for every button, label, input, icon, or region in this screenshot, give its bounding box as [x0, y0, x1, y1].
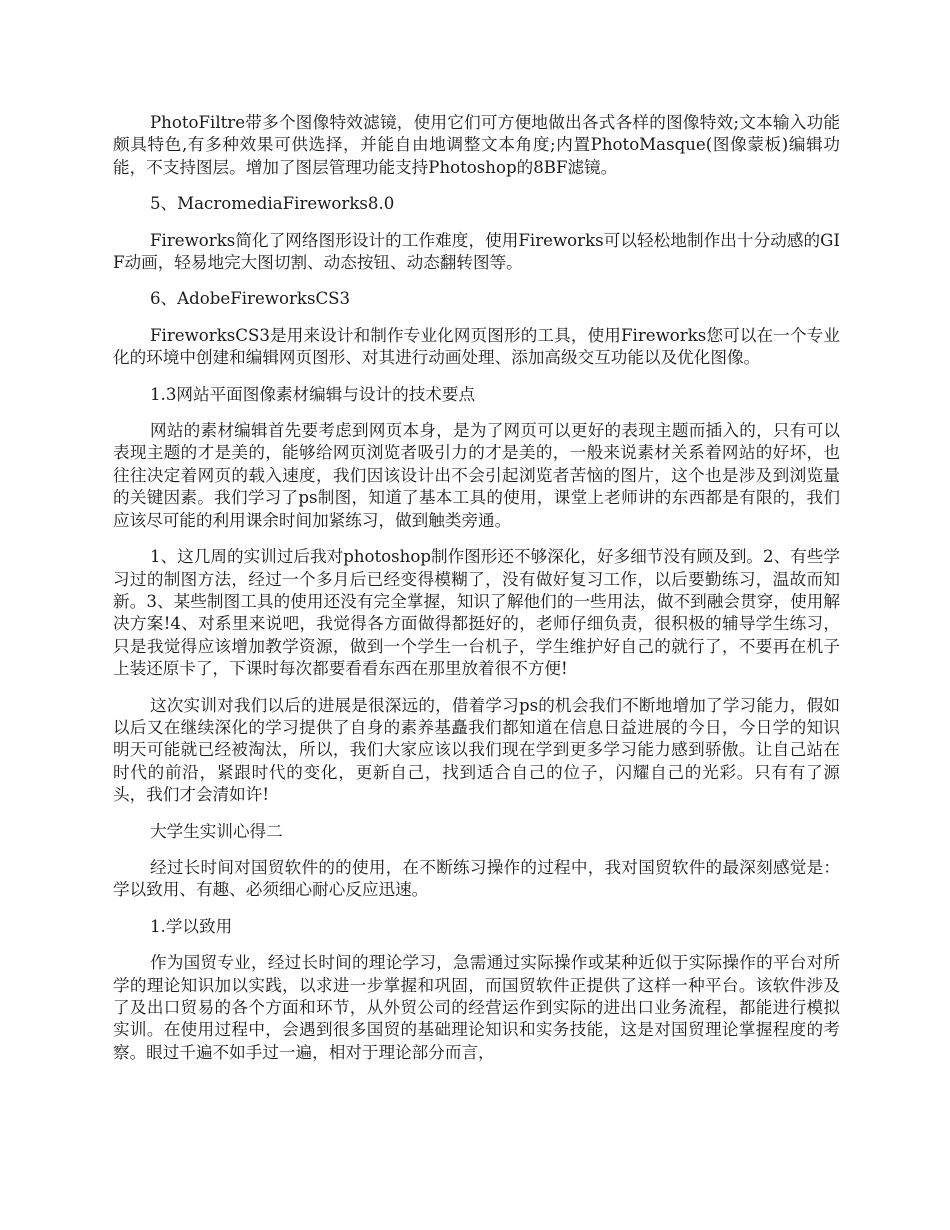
paragraph-fireworks: Fireworks简化了网络图形设计的工作难度，使用Fireworks可以轻松地制作出十分动感的GIF动画，轻易地完大图切割、动态按钮、动态翻转图等。 — [113, 230, 840, 273]
heading-macromedia-fireworks: 5、MacromediaFireworks8.0 — [150, 194, 395, 214]
paragraph-photofiltre: PhotoFiltre带多个图像特效滤镜，使用它们可方便地做出各式各样的图像特效;文本输入功能颇具特色,有多种效果可供选择，并能自由地调整文本角度;内置PhotoMasque(图像蒙板)编辑功能，不支持图层。增加了图层管理功能支持Photoshop的8BF滤镜。 — [113, 113, 840, 177]
paragraph-fireworks-cs3: FireworksCS3是用来设计和制作专业化网页图形的工具，使用Fireworks您可以在一个专业化的环境中创建和编辑网页图形、对其进行动画处理、添加高级交互功能以及优化图像。 — [113, 325, 840, 368]
paragraph-material-editing: 网站的素材编辑首先要考虑到网页本身，是为了网页可以更好的表现主题而插入的，只有可以表现主题的才是美的，能够给网页浏览者吸引力的才是美的，一般来说素材关系着网站的好坏，也往往决定着网页的载入速度，我们因该设计出不会引起浏览者苦恼的图片，这个也是涉及到浏览量的关键因素。我们学习了ps制图，知道了基本工具的使用，课堂上老师讲的东西都是有限的，我们应该尽可能的利用课余时间加紧练习，做到触类旁通。 — [113, 421, 840, 530]
heading-training-experience-two: 大学生实训心得二 — [150, 821, 283, 841]
heading-section-1-3: 1.3网站平面图像素材编辑与设计的技术要点 — [150, 384, 476, 404]
heading-learn-and-apply: 1.学以致用 — [150, 916, 233, 936]
heading-adobe-fireworks-cs3: 6、AdobeFireworksCS3 — [150, 289, 351, 309]
paragraph-training-reflections: 1、这几周的实训过后我对photoshop制作图形还不够深化，好多细节没有顾及到。2、有些学习过的制图方法，经过一个多月后已经变得模糊了，没有做好复习工作，以后要勤练习，温故而知新。3、某些制图工具的使用还没有完全掌握，知识了解他们的一些用法，做不到融会贯穿，使用解决方案!4、对系里来说吧，我觉得各方面做得都挺好的，老师仔细负责，很积极的辅导学生练习，只是我觉得应该增加教学资源，做到一个学生一台机子，学生维护好自己的就行了，不要再在机子上装还原卡了，下课时每次都要看看东西在那里放着很不方便! — [113, 547, 840, 679]
paragraph-learn-and-apply: 作为国贸专业，经过长时间的理论学习，急需通过实际操作或某种近似于实际操作的平台对所学的理论知识加以实践，以求进一步掌握和巩固，而国贸软件正提供了这样一种平台。该软件涉及了及出口贸易的各个方面和环节，从外贸公司的经营运作到实际的进出口业务流程，都能进行模拟实训。在使用过程中，会遇到很多国贸的基础理论知识和实务技能，这是对国贸理论掌握程度的考察。眼过千遍不如手过一遍，相对于理论部分而言， — [113, 953, 840, 1062]
paragraph-training-impact: 这次实训对我们以后的进展是很深远的，借着学习ps的机会我们不断地增加了学习能力，假如以后又在继续深化的学习提供了自身的素养基矗我们都知道在信息日益进展的今日，今日学的知识明天可能就已经被淘汰，所以，我们大家应该以我们现在学到更多学习能力感到骄傲。让自己站在时代的前沿，紧跟时代的变化，更新自己，找到适合自己的位子，闪耀自己的光彩。只有有了源头，我们才会清如许! — [113, 695, 840, 805]
document-page — [113, 112, 840, 1078]
paragraph-trade-software-intro: 经过长时间对国贸软件的的使用，在不断练习操作的过程中，我对国贸软件的最深刻感觉是：学以致用、有趣、必须细心耐心反应迅速。 — [113, 857, 840, 900]
